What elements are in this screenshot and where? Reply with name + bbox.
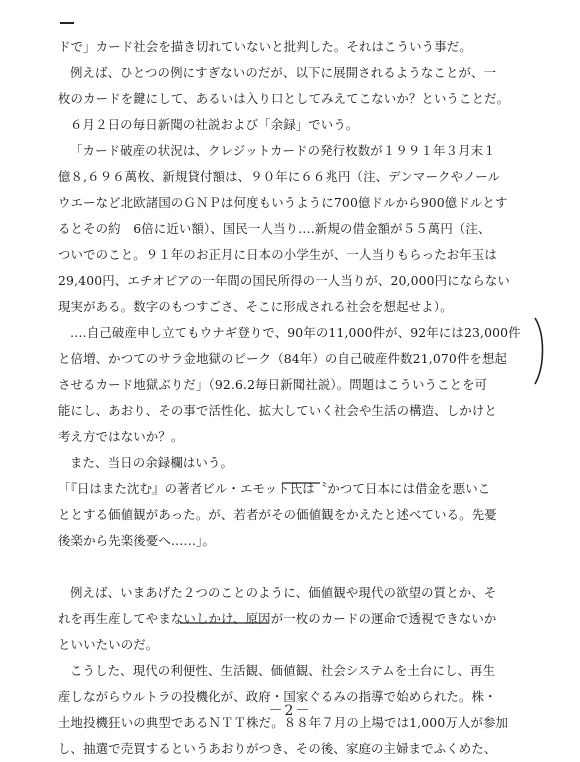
page-number: －2－: [268, 703, 312, 719]
handwritten-bracket-mark: [532, 316, 548, 386]
text-line: 能にし、あおり、その事で活性化、拡大していく社会や生活の構造、しかけと: [58, 403, 497, 418]
text-line: 例えば、いまあげた２つのことのように、価値観や現代の欲望の質とか、そ: [70, 585, 497, 600]
quote-line: 「カード破産の状況は、クレジットカードの発行枚数が１９９１年３月末１: [70, 143, 496, 158]
quote-line: 億８,６９６萬枚、新規貸付額は、９０年に６６兆円（注、デンマークやノール: [58, 169, 501, 184]
text-line: ドで」カード社会を描き切れていないと批判した。それはこういう事だ。: [58, 39, 472, 54]
quote-line: 「『日はまた沈む』の著者ビル・エモット氏は〝かつて日本には借金を悪いこ: [58, 481, 491, 496]
text-line: し、抽選で売買するというあおりがつき、その後、家庭の主婦までふくめた、: [58, 741, 497, 756]
text-line: こうした、現代の利便性、生活観、価値観、社会システムを土台にし、再生: [70, 663, 496, 678]
handwritten-underline-mark: [282, 480, 322, 486]
text-line: 土地投機狂いの典型であるＮＴＴ株だ。８８年７月の上場では1,000万人が参加: [58, 715, 509, 730]
text-line: れを再生産してやまないしかけ、原因が一枚のカードの運命で透視できないか: [58, 611, 497, 626]
quote-line: ついでのこと。９１年のお正月に日本の小学生が、一人当りもらったお年玉は: [58, 247, 497, 262]
text-line: ６月２日の毎日新聞の社説および「余録」でいう。: [70, 117, 359, 132]
quote-line: と倍増、かつてのサラ金地獄のピーク（84年）の自己破産件数21,070件を想起: [58, 351, 508, 366]
handwritten-underline-mark: [180, 620, 270, 626]
quote-line: させるカード地獄ぶりだ」（92.6.2毎日新聞社説）。問題はこういうことを可: [58, 377, 488, 392]
text-line: といいたいのだ。: [58, 637, 159, 652]
text-line: 考え方ではないか？。: [58, 429, 184, 444]
quote-line: ととする価値観があった。が、若者がその価値観をかえたと述べている。先憂: [58, 507, 497, 522]
body-text: [58, 34, 536, 762]
quote-line: 現実がある。数字のもつすごさ、そこに形成される社会を想起せよ）。: [58, 299, 453, 314]
quote-line: るとその約 6倍に近い額）、国民一人当り‥‥新規の借金額が５５萬円（注、: [58, 221, 491, 236]
quote-line: 29,400円、エチオピアの一年間の国民所得の一人当りが、20,000円にならない: [58, 273, 510, 288]
paragraph-gap: [58, 554, 536, 580]
text-line: 産しながらウルトラの投機化が、政府・国家ぐるみの指導で始められた。株・: [58, 689, 497, 704]
quote-line: ‥‥自己破産申し立てもウナギ登りで、90年の11,000件が、92年には23,000件: [70, 325, 521, 340]
quote-line: ウエーなど北欧諸国のＧＮＰは何度もいうように700億ドルから900億ドルとす: [58, 195, 508, 210]
text-line: 枚のカードを鍵にして、あるいは入り口としてみえてこないか？ということだ。: [58, 91, 510, 106]
scan-mark: [60, 22, 74, 24]
quote-line: 後楽から先楽後憂へ‥‥‥」。: [58, 533, 215, 548]
text-line: 例えば、ひとつの例にすぎないのだが、以下に展開されるようなことが、一: [70, 65, 497, 80]
text-line: また、当日の余録欄はいう。: [70, 455, 234, 470]
